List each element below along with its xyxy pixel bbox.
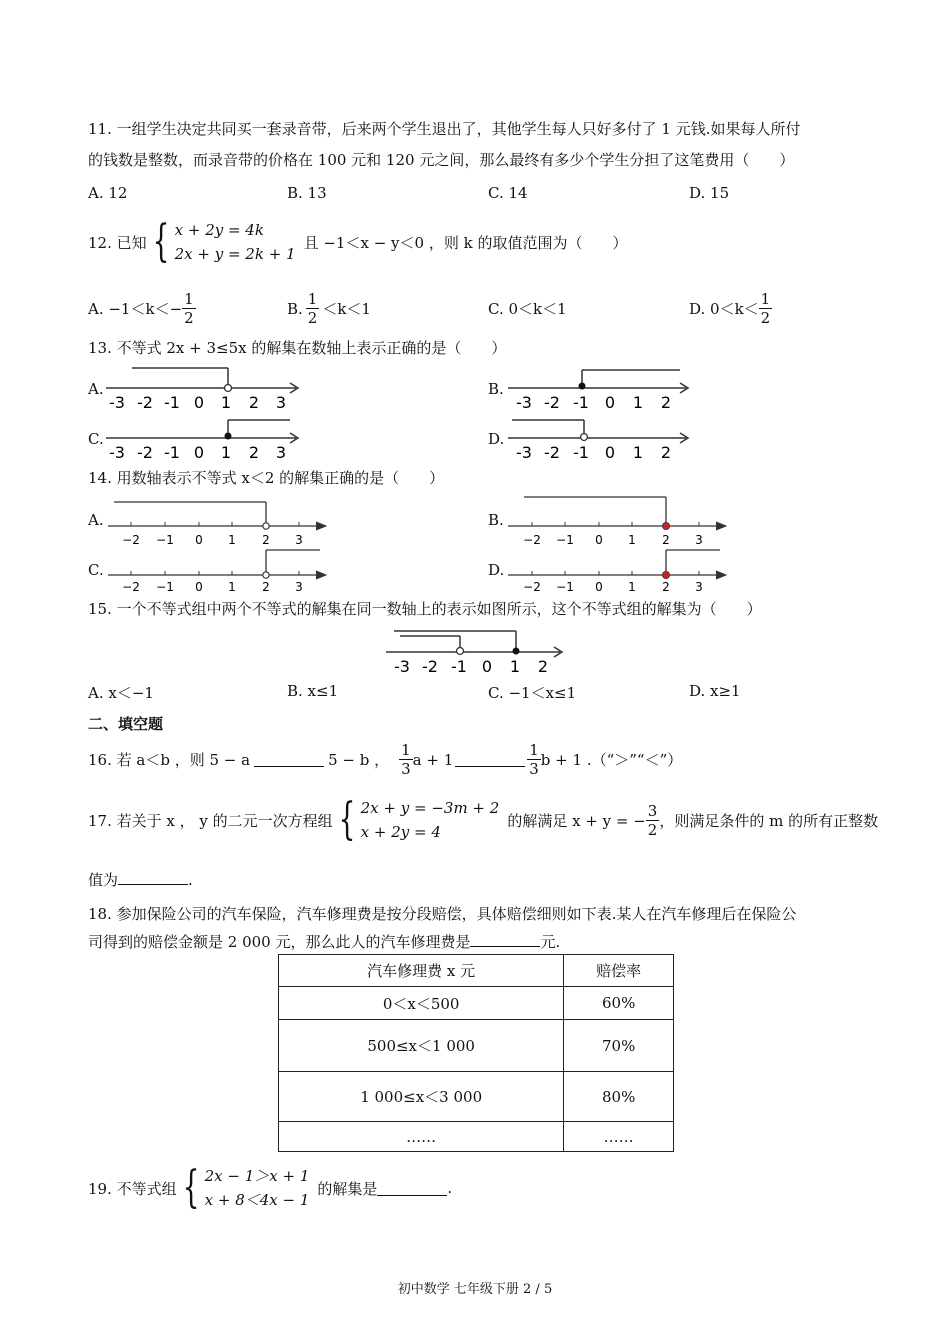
svg-text:−2: −2 <box>523 580 541 594</box>
svg-text:−2: −2 <box>122 533 140 547</box>
svg-text:2: 2 <box>660 393 672 410</box>
table-row: 500≤x＜1 000 70% <box>279 1020 674 1072</box>
q13-label-b: B. <box>488 380 504 398</box>
table-header: 汽车修理费 x 元 <box>279 955 564 987</box>
svg-text:-2: -2 <box>422 657 438 676</box>
q12-prefix: 12. 已知 <box>88 233 147 252</box>
q11-line2: 的钱数是整数，而录音带的价格在 100 元和 120 元之间，那么最终有多少个学生分担了这笔费用（ ） <box>88 151 795 169</box>
q12-eq2: 2x + y = 2k + 1 <box>174 245 296 263</box>
q14-label-d: D. <box>488 561 505 579</box>
svg-text:−1: −1 <box>156 533 174 547</box>
q14-numberline-a <box>106 496 332 548</box>
table-row: …… …… <box>279 1122 674 1152</box>
svg-text:-1: -1 <box>164 393 180 410</box>
q12-option-c: C. 0＜k＜1 <box>488 300 567 318</box>
svg-text:0: 0 <box>604 393 616 410</box>
q12-option-b: B. $\frac{1}{2}$ ＜k＜1 <box>287 290 371 327</box>
q12-eq1: x + 2y = 4k <box>174 221 264 239</box>
section-title: 二、填空题 <box>88 715 164 733</box>
q14b-red-dot <box>662 522 669 529</box>
q13-stem: 13. 不等式 2x + 3≤5x 的解集在数轴上表示正确的是（ ） <box>88 339 507 357</box>
svg-text:1: 1 <box>228 580 236 594</box>
svg-text:-3: -3 <box>516 393 532 410</box>
q15-option-b: B. x≤1 <box>287 682 339 700</box>
table-header-row <box>279 955 674 987</box>
q11-option-b: B. 13 <box>287 184 327 202</box>
compensation-table <box>278 954 674 1152</box>
q16: 16. 若 a＜b ，则 5 − a 5 − b ， $\frac{1}{3}$ a + 1 $\frac{1}{3}$ b + 1 .（“＞”“＜”） <box>88 741 683 778</box>
svg-text:−1: −1 <box>156 580 174 594</box>
q13-label-d: D. <box>488 430 505 448</box>
q13-numberline-d <box>506 414 696 460</box>
svg-text:-2: -2 <box>137 443 153 460</box>
svg-text:2: 2 <box>262 533 270 547</box>
q14-label-a: A. <box>88 511 104 529</box>
svg-text:1: 1 <box>220 443 232 460</box>
q14-stem: 14. 用数轴表示不等式 x＜2 的解集正确的是（ ） <box>88 469 445 487</box>
svg-text:0: 0 <box>195 533 203 547</box>
q11-line1: 11. 一组学生决定共同买一套录音带，后来两个学生退出了，其他学生每人只好多付了 1 元钱.如果每人所付 <box>88 120 801 138</box>
svg-text:-2: -2 <box>544 443 560 460</box>
svg-text:2: 2 <box>662 580 670 594</box>
svg-text:-3: -3 <box>109 443 125 460</box>
q12-suffix: 且 −1＜x − y＜0 ，则 k 的取值范围为（ ） <box>303 233 628 252</box>
svg-text:1: 1 <box>509 657 521 676</box>
q15-stem: 15. 一个不等式组中两个不等式的解集在同一数轴上的表示如图所示，这个不等式组的解集为（ ） <box>88 600 762 618</box>
q14-label-b: B. <box>488 511 504 529</box>
q14d-red-dot <box>662 571 669 578</box>
svg-text:1: 1 <box>632 443 644 460</box>
svg-text:−2: −2 <box>523 533 541 547</box>
q13-numberline-b <box>506 364 696 410</box>
q12-stem <box>88 218 627 266</box>
q13-numberline-a <box>104 364 304 410</box>
svg-text:1: 1 <box>628 533 636 547</box>
svg-text:1: 1 <box>220 393 232 410</box>
svg-text:0: 0 <box>193 393 205 410</box>
svg-text:0: 0 <box>604 443 616 460</box>
svg-text:0: 0 <box>195 580 203 594</box>
q14-numberline-b <box>506 490 732 548</box>
q14-numberline-d <box>506 546 732 596</box>
q11-option-a: A. 12 <box>88 184 128 202</box>
svg-text:2: 2 <box>662 533 670 547</box>
svg-text:2: 2 <box>248 443 260 460</box>
svg-text:2: 2 <box>248 393 260 410</box>
svg-text:-1: -1 <box>451 657 467 676</box>
q15-numberline <box>384 626 570 676</box>
svg-text:0: 0 <box>595 580 603 594</box>
q17-line2: 值为 . <box>88 871 193 889</box>
q14-label-c: C. <box>88 561 104 579</box>
q11-option-d: D. 15 <box>689 184 730 202</box>
q18-line1: 18. 参加保险公司的汽车保险，汽车修理费是按分段赔偿，具体赔偿细则如下表.某人在汽车修理后在保险公 <box>88 905 797 923</box>
svg-text:3: 3 <box>295 580 303 594</box>
table-header: 赔偿率 <box>564 955 674 987</box>
svg-text:-1: -1 <box>573 443 589 460</box>
svg-text:0: 0 <box>193 443 205 460</box>
svg-text:-1: -1 <box>164 443 180 460</box>
table-row: 1 000≤x＜3 000 80% <box>279 1072 674 1122</box>
q15-option-a: A. x＜−1 <box>88 684 154 702</box>
svg-text:-2: -2 <box>544 393 560 410</box>
svg-text:-3: -3 <box>516 443 532 460</box>
svg-text:-3: -3 <box>394 657 410 676</box>
q13-numberline-c <box>104 414 304 460</box>
q13-label-a: A. <box>88 380 104 398</box>
svg-text:−1: −1 <box>556 580 574 594</box>
svg-text:−1: −1 <box>556 533 574 547</box>
q12-option-a: A. −1＜k＜− $\frac{1}{2}$ <box>88 290 194 327</box>
q15-option-c: C. −1＜x≤1 <box>488 684 577 702</box>
svg-text:-2: -2 <box>137 393 153 410</box>
svg-text:0: 0 <box>481 657 493 676</box>
table-row: 0＜x＜500 60% <box>279 987 674 1020</box>
svg-text:3: 3 <box>275 393 287 410</box>
q18-line2: 司得到的赔偿金额是 2 000 元，那么此人的汽车修理费是 元. <box>88 933 561 951</box>
svg-text:-1: -1 <box>573 393 589 410</box>
svg-text:2: 2 <box>262 580 270 594</box>
svg-text:-3: -3 <box>109 393 125 410</box>
svg-text:3: 3 <box>295 533 303 547</box>
q19: 19. 不等式组 { 2x − 1＞x + 1 x + 8＜4x − 1 的解集是 . <box>88 1162 453 1213</box>
svg-text:3: 3 <box>695 580 703 594</box>
svg-text:2: 2 <box>537 657 549 676</box>
svg-text:2: 2 <box>660 443 672 460</box>
svg-text:−2: −2 <box>122 580 140 594</box>
q12-system: { x + 2y = 4k 2x + y = 2k + 1 <box>152 216 296 267</box>
svg-text:1: 1 <box>228 533 236 547</box>
q15-option-d: D. x≥1 <box>689 682 741 700</box>
q12-option-d: D. 0＜k＜ $\frac{1}{2}$ <box>689 290 771 327</box>
svg-text:1: 1 <box>628 580 636 594</box>
svg-text:3: 3 <box>695 533 703 547</box>
q11-option-c: C. 14 <box>488 184 528 202</box>
q17-line1: 17. 若关于 x ， y 的二元一次方程组 { 2x + y = −3m + 2 x + 2y = 4 的解满足 x + y = − $\frac{3}{2}$ ，则满足条件的 m 的所有正整数 <box>88 794 879 845</box>
q14-numberline-c <box>106 546 332 596</box>
q13-label-c: C. <box>88 430 104 448</box>
svg-text:1: 1 <box>632 393 644 410</box>
page-footer: 初中数学 七年级下册 2 / 5 <box>397 1282 553 1297</box>
svg-text:3: 3 <box>275 443 287 460</box>
svg-text:0: 0 <box>595 533 603 547</box>
